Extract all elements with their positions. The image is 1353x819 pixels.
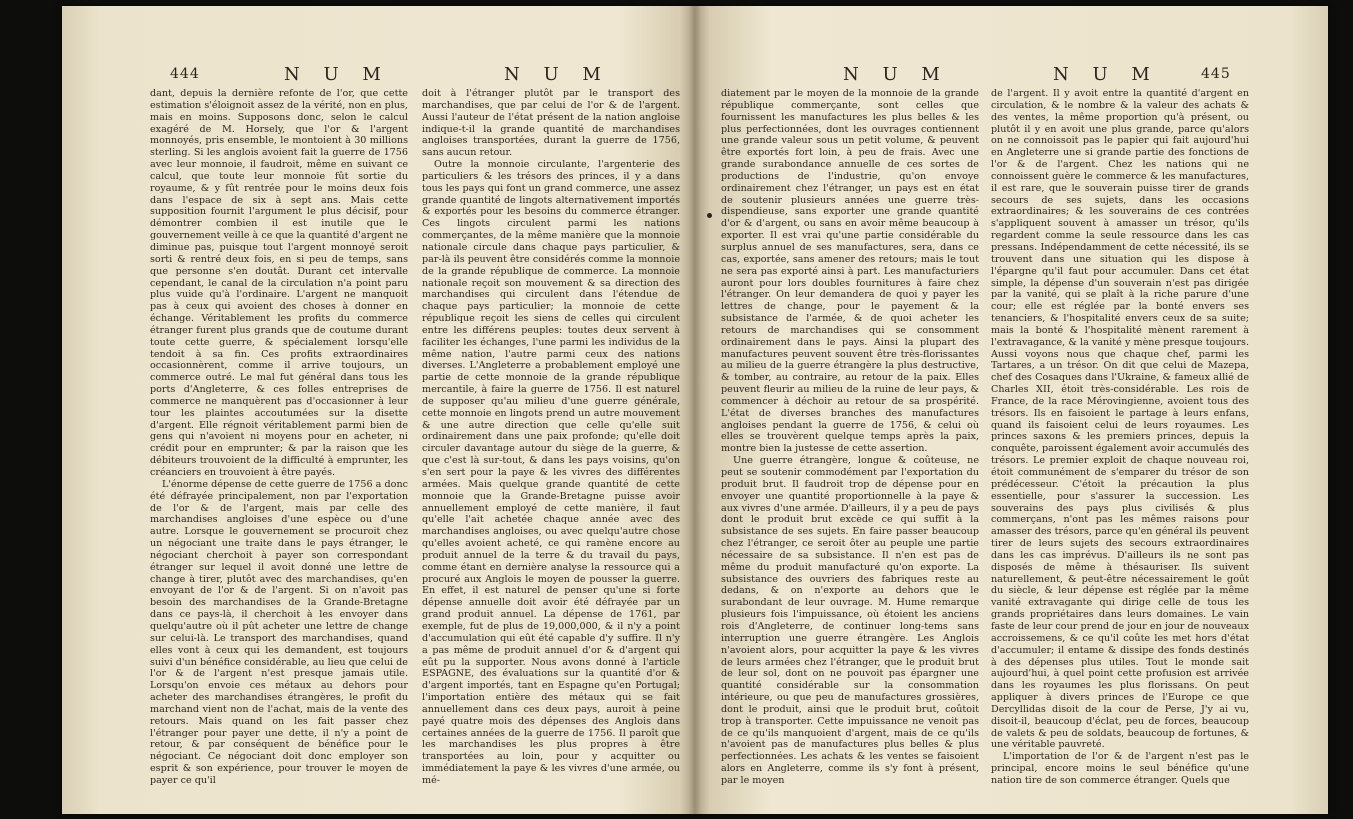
paragraph: Une guerre étrangère, longue & coûteuse, ne peut se soutenir commodément par l'exportation du produit brut. Il faudroit trop de dépense pour en envoyer une quantité proportionnelle à la paye & aux vivres d'une armée. D'ailleurs, il y a peu de pays dont le produit brut excède ce qui suffit à la subsistance de ses sujets. En faire passer beaucoup chez l'étranger, ce seroit ôter au peuple une partie nécessaire de sa subsistance. Il n'en est pas de même du produit manufacturé qu'on exporte. La subsistance des ouvriers des fabriques reste au dedans, & on n'exporte au dehors que le surabondant de leur ouvrage. M. Hume remarque plusieurs fois l'impuissance, où étoient les anciens rois d'Angleterre, de continuer long-tems sans interruption une guerre étrangère. Les Anglois n'avoient alors, pour acquitter la paye & les vivres de leurs armées chez l'étranger, que le produit brut de leur sol, dont on ne pouvoit pas épargner une quantité considérable sur la consommation intérieure, ou que peu de manufactures grossières, dont le produit, ainsi que le produit brut, coûtoit trop à transporter. Cette impuissance ne venoit pas de ce qu'ils manquoient d'argent, mais de ce qu'ils n'avoient pas de manufactures plus belles & plus perfectionnées. Les achats & les ventes se faisoient alors en Angleterre, comme ils s'y font à présent, par le moyen (721, 455, 979, 786)
gutter-shadow (680, 6, 710, 814)
paragraph: doit à l'étranger plutôt par le transport des marchandises, que par celui de l'or & de l'argent. Aussi l'auteur de l'état présent de la nation angloise indique-t-il la grande quantité de marchandises angloises transportées, durant la guerre de 1756, sans aucun retour. (422, 88, 680, 159)
paragraph: L'importation de l'or & de l'argent n'est pas le principal, encore moins le seul bénéfice qu'une nation tire de son commerce étranger. Quels que (991, 751, 1249, 786)
left-column-1 (150, 88, 408, 787)
left-page (62, 6, 695, 814)
paragraph: Outre la monnoie circulante, l'argenterie des particuliers & les trésors des princes, il y a dans tous les pays qui font un grand commerce, une assez grande quantité de lingots alternativement importés & exportés pour les besoins du commerce étranger. Ces lingots circulent parmi les nations commerçantes, de la même manière que la monnoie nationale circule dans chaque pays particulier, & par-là ils peuvent être considérés comme la monnoie de la grande république de commerce. La monnoie nationale reçoit son mouvement & sa direction des marchandises qui circulent dans l'étendue de chaque pays particulier; la monnoie de cette république reçoit les siens de celles qui circulent entre les différens peuples: toutes deux servent à faciliter les échanges, l'une parmi les individus de la même nation, l'autre parmi ceux des nations diverses. L'Angleterre a probablement employé une partie de cette monnoie de la grande république mercantile, à faire la guerre de 1756. Il est naturel de supposer qu'au milieu d'une guerre générale, cette monnoie en lingots prend un autre mouvement & une autre direction que celle qu'elle suit ordinairement dans une paix profonde; qu'elle doit circuler davantage autour du siège de la guerre, & que c'est là sur-tout, & dans les pays voisins, qu'on s'en sert pour la paye & les vivres des différentes armées. Mais quelque grande quantité de cette monnoie que la Grande-Bretagne puisse avoir annuellement employé de cette manière, il faut qu'elle l'ait achetée chaque année avec des marchandises angloises, ou avec quelqu'autre chose qu'elles avoient acheté, ce qui ramène encore au produit annuel de la terre & du travail du pays, comme étant en dernière analyse la ressource qui a procuré aux Anglois le moyen de pousser la guerre. En effet, il est naturel de penser qu'une si forte dépense annuelle doit avoir été défrayée par un grand produit annuel. La dépense de 1761, par exemple, fut de plus de 19,000,000, & il n'y a point d'accumulation qui eût été capable d'y suffire. Il n'y a pas même de produit annuel d'or & d'argent qui eût pu la supporter. Nous avons donné à l'article ESPAGNE, des évaluations sur la quantité d'or & d'argent importés, tant en Espagne qu'en Portugal; l'importation entière des métaux qui se fait annuellement dans ces deux pays, auroit à peine payé quatre mois des dépenses des Anglois dans certaines années de la guerre de 1756. Il paroît que les marchandises les plus propres à être transportées au loin, pour y acquitter ou immédiatement la paye & les vivres d'une armée, ou mé- (422, 159, 680, 786)
right-column-1 (721, 88, 979, 787)
ink-mark (707, 213, 712, 218)
running-head-left-a: N U M (284, 64, 390, 85)
paragraph: L'énorme dépense de cette guerre de 1756 a donc été défrayée principalement, non par l'exportation de l'or & de l'argent, mais par celle des marchandises angloises d'une espèce ou d'une autre. Lorsque le gouvernement se procuroit chez un négociant une traite dans le pays étranger, le négociant cherchoit à payer son correspondant étranger sur lequel il avoit donné une lettre de change à tirer, plutôt avec des marchandises, qu'en envoyant de l'or & de l'argent. Si on n'avoit pas besoin des marchandises de la Grande-Bretagne dans ce pays-là, il cherchoit à les envoyer dans quelqu'autre où il pût acheter une lettre de change sur celui-là. Le transport des marchandises, quand elles vont à ceux qui les demandent, est toujours suivi d'un bénéfice considérable, au lieu que celui de l'or & de l'argent n'est presque jamais utile. Lorsqu'on envoie ces métaux au dehors pour acheter des marchandises étrangères, le profit du marchand vient non de l'achat, mais de la vente des retours. Mais quand on les fait passer chez l'étranger pour payer une dette, il n'y a point de retour, & par conséquent de bénéfice pour le négociant. Ce négociant doit donc employer son esprit & son expérience, pour trouver le moyen de payer ce qu'il (150, 478, 408, 786)
paragraph: diatement par le moyen de la monnoie de la grande république commerçante, sont celles que fournissent les manufactures les plus belles & les plus perfectionnées, dont les ouvrages contiennent une grande valeur sous un petit volume, & peuvent être exportés fort loin, à peu de frais. Avec une grande surabondance annuelle de ces sortes de productions de l'industrie, qu'on envoye ordinairement chez l'étranger, un pays est en état de soutenir plusieurs années une guerre très-dispendieuse, sans exporter une grande quantité d'or & d'argent, ou sans en avoir même beaucoup à exporter. Il est vrai qu'une partie considérable du surplus annuel de ses manufactures, sera, dans ce cas, exportée, sans amener des retours; mais le tout ne sera pas exporté ainsi à part. Les manufacturiers auront pour lors doubles fournitures à faire chez l'étranger. On leur demandera de quoi y payer les lettres de change, pour le payement & la subsistance de l'armée, & de quoi acheter les retours de marchandises qui se consomment ordinairement dans le pays. Ainsi la plupart des manufactures peuvent souvent être très-florissantes au milieu de la guerre étrangère la plus destructive, & tomber, au contraire, au retour de la paix. Elles peuvent fleurir au milieu de la ruine de leur pays, & commencer à déchoir au retour de sa prospérité. L'état de diverses branches des manufactures angloises pendant la guerre de 1756, & celui où elles se trouvèrent quelque temps après la paix, montre bien la justesse de cette assertion. (721, 88, 979, 455)
book-spread (62, 6, 1328, 814)
paragraph: de l'argent. Il y avoit entre la quantité d'argent en circulation, & le nombre & la valeur des achats & des ventes, la même proportion qu'à présent, ou plutôt il y en avoit une plus grande, parce qu'alors on ne connoissoit pas le papier qui fait aujourd'hui en Angleterre une si grande partie des fonctions de l'or & de l'argent. Chez les nations qui ne connoissent guère le commerce & les manufactures, il est rare, que le souverain puisse tirer de grands secours de ses sujets, dans les occasions extraordinaires; & les souverains de ces contrées s'appliquent souvent à amasser un trésor, qu'ils regardent comme la seule ressource dans les cas pressans. Indépendamment de cette nécessité, ils se trouvent dans une situation qui les dispose à l'épargne qu'il faut pour accumuler. Dans cet état simple, la dépense d'un souverain n'est pas dirigée par la vanité, qui se plaît à la riche parure d'une cour; elle est réglée par la bonté envers ses tenanciers, & l'hospitalité envers ceux de sa suite; mais la bonté & l'hospitalité mènent rarement à l'extravagance, & la vanité y mène presque toujours. Aussi voyons nous que chaque chef, parmi les Tartares, a un trésor. On dit que celui de Mazepa, chef des Cosaques dans l'Ukraine, & fameux allié de Charles XII, étoit très-considérable. Les rois de France, de la race Mérovingienne, avoient tous des trésors. Ils en faisoient le partage à leurs enfans, quand ils faisoient celui de leurs royaumes. Les princes saxons & les premiers princes, depuis la conquête, paroissent également avoir accumulés des trésors. Le premier exploit de chaque nouveau roi, étoit communément de s'emparer du trésor de son prédécesseur. C'étoit la précaution la plus essentielle, pour s'assurer la succession. Les souverains des pays plus civilisés & plus commerçans, n'ont pas les mêmes raisons pour amasser des trésors, parce qu'en général ils peuvent tirer de leurs sujets des secours extraordinaires dans les cas imprévus. D'ailleurs ils ne sont pas disposés de même à thésauriser. Ils suivent naturellement, & peut-être nécessairement le goût du siècle, & leur dépense est réglée par la même vanité extravagante qui dirige celle de tous les grands propriétaires dans leurs domaines. Le vain faste de leur cour prend de jour en jour de nouveaux accroissemens, & ce qu'il coûte les met hors d'état d'accumuler; il entame & dissipe des fonds destinés à des dépenses plus utiles. Tout le monde sait aujourd'hui, à quel point cette profusion est arrivée dans les royaumes les plus florissans. On peut appliquer à divers princes de l'Europe ce que Dercyllidas disoit de la cour de Perse, J'y ai vu, disoit-il, beaucoup d'éclat, peu de forces, beaucoup de valets & peu de soldats, beaucoup de fortunes, & une véritable pauvreté. (991, 88, 1250, 751)
paragraph: dant, depuis la dernière refonte de l'or, que cette estimation s'éloignoit assez de la vérité, non en plus, mais en moins. Supposons donc, selon le calcul exagéré de M. Horsely, que l'or & l'argent monnoyés, pris ensemble, le montoient à 30 millions sterling. Si les anglois avoient fait la guerre de 1756 avec leur monnoie, il faudroit, même en suivant ce calcul, que toute leur monnoie fût sortie du royaume, & y fût rentrée pour le moins deux fois dans l'espace de six à sept ans. Mais cette supposition fournit l'argument le plus décisif, pour démontrer combien il est inutile que le gouvernement veille à ce que la quantité d'argent ne diminue pas, puisque tout l'argent monnoyé seroit sorti & rentré deux fois, en si peu de temps, sans que personne s'en doutât. Durant cet intervalle cependant, le canal de la circulation n'a point paru plus vuide qu'à l'ordinaire. L'argent ne manquoit pas à ceux qui avoient des choses à donner en échange. Véritablement les profits du commerce étranger furent plus grands que de coutume durant toute cette guerre, & spécialement lorsqu'elle tendoit à sa fin. Ces profits extraordinaires occasionnèrent, comme il arrive toujours, un commerce outré. Le mal fut général dans tous les ports d'Angleterre, & ces folles entreprises de commerce ne manquèrent pas d'occasionner à leur tour les plaintes accoutumées sur la disette d'argent. Elle régnoit véritablement parmi bien de gens qui n'avoient ni moyens pour en acheter, ni crédit pour en emprunter; & par la raison que les débiteurs trouvoient de la difficulté à emprunter, les créanciers en trouvoient à être payés. (150, 88, 408, 478)
page-number-right: 445 (1201, 66, 1231, 82)
right-page (695, 6, 1328, 814)
running-head-right-a: N U M (843, 64, 949, 85)
running-head-left-b: N U M (504, 64, 610, 85)
right-column-2 (991, 88, 1249, 787)
running-head-right-b: N U M (1053, 64, 1159, 85)
page-number-left: 444 (170, 66, 200, 82)
left-page-header (62, 64, 695, 86)
left-column-2 (422, 88, 680, 787)
right-page-header (695, 64, 1328, 86)
